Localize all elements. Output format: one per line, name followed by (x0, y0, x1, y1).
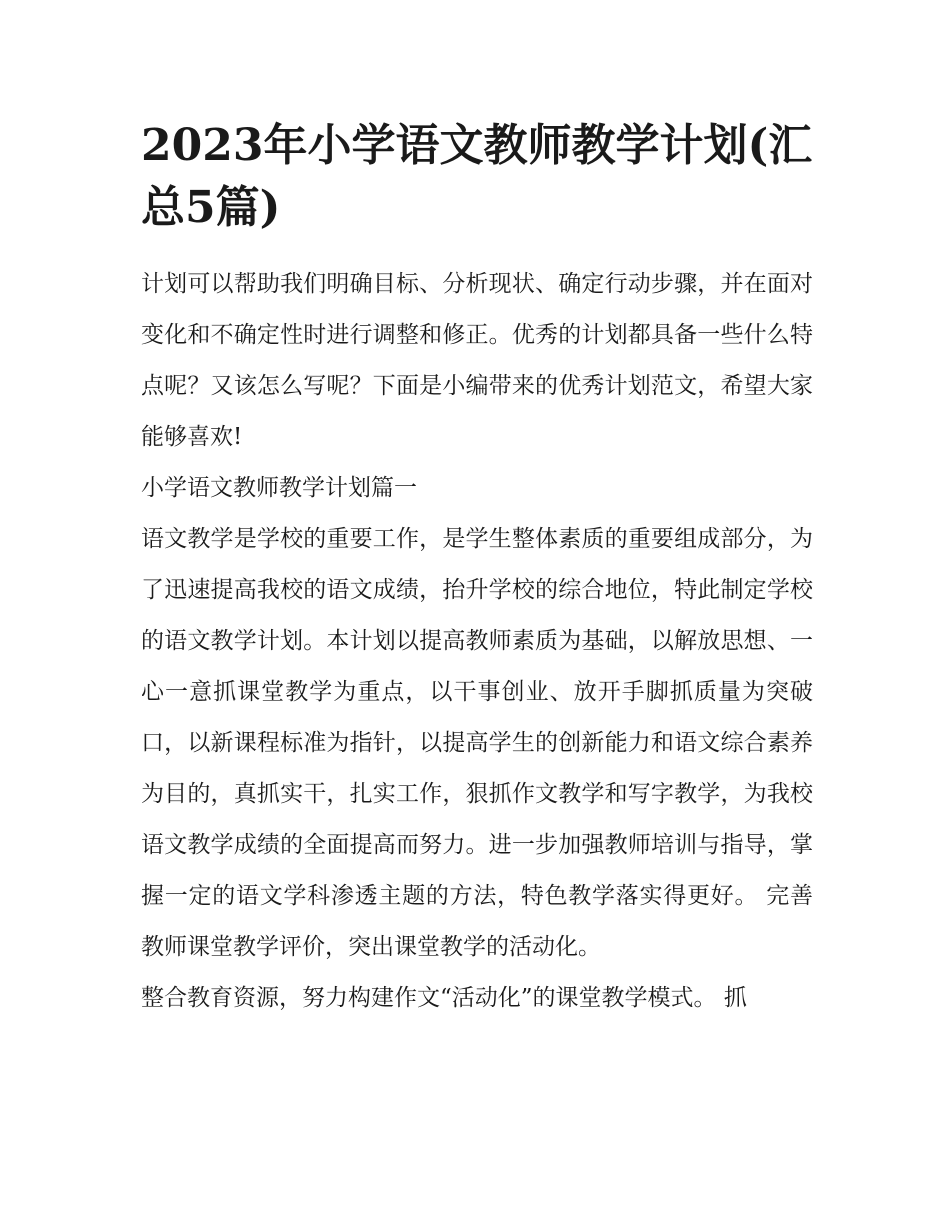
document-body (141, 259, 813, 1024)
intro-paragraph: 计划可以帮助我们明确目标、分析现状、确定行动步骤，并在面对变化和不确定性时进行调整和修正。优秀的计划都具备一些什么特点呢？又该怎么写呢？下面是小编带来的优秀计划范文，希望大家能够喜欢! (141, 271, 813, 450)
body-paragraph: 整合教育资源，努力构建作文“活动化”的课堂教学模式。 抓 (141, 985, 747, 1011)
body-paragraph: 语文教学是学校的重要工作，是学生整体素质的重要组成部分，为了迅速提高我校的语文成绩，抬升学校的综合地位，特此制定学校的语文教学计划。本计划以提高教师素质为基础，以解放思想、一心一意抓课堂教学为重点，以干事创业、放开手脚抓质量为突破口，以新课程标准为指针，以提高学生的创新能力和语文综合素养为目的，真抓实干，扎实工作，狠抓作文教学和写字教学，为我校语文教学成绩的全面提高而努力。进一步加强教师培训与指导，掌握一定的语文学科渗透主题的方法，特色教学落实得更好。 完善教师课堂教学评价，突出课堂教学的活动化。 (141, 526, 813, 960)
section-heading: 小学语文教师教学计划篇一 (141, 475, 417, 501)
document-title: 2023年小学语文教师教学计划(汇总5篇) (141, 120, 813, 233)
document-page (141, 115, 813, 1024)
